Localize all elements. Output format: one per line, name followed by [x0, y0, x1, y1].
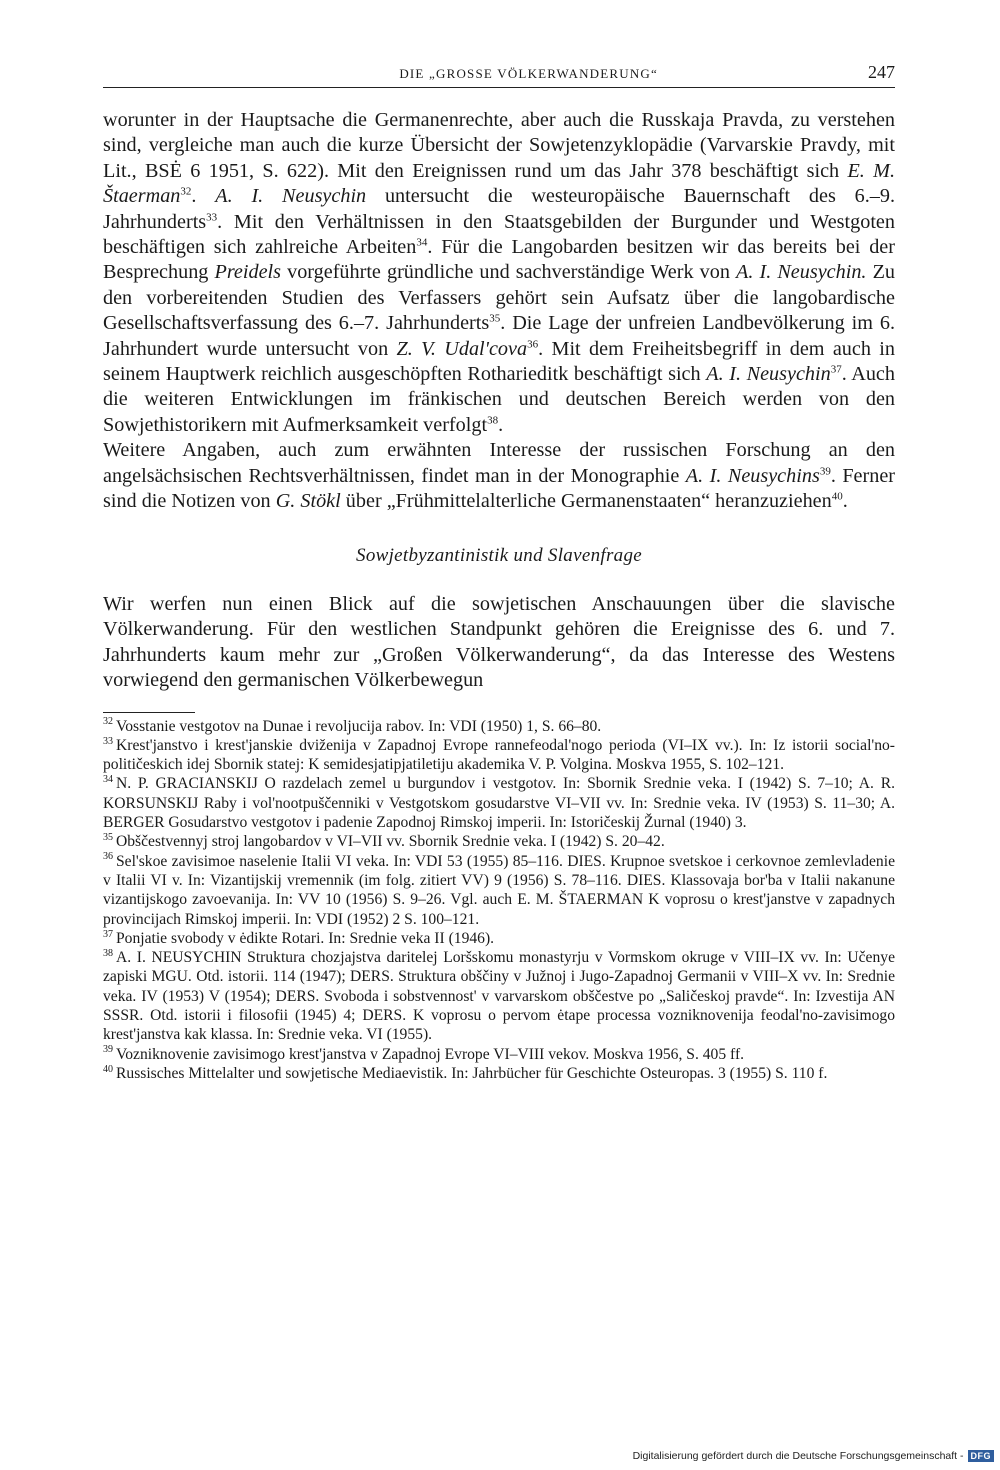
- footnote-ref[interactable]: 34: [416, 236, 428, 249]
- dfg-logo-icon: DFG: [968, 1450, 995, 1462]
- section-title: Sowjetbyzantinistik und Slavenfrage: [356, 544, 642, 566]
- page: [103, 62, 895, 1083]
- footnote-text: Vosstanie vestgotov na Dunae i revoljucija rabov. In: VDI (1950) 1, S. 66–80.: [116, 717, 602, 735]
- text-run: Zu den vorbereitenden Studien des Verfassers gehört sein Aufsatz über die langobardische Gesellschaftsverfassung des 6.–7. Jahrhunderts: [103, 261, 895, 335]
- author-name: A. I. Neusychin.: [736, 261, 867, 284]
- footnote: [103, 1045, 895, 1064]
- footnote-text: Russisches Mittelalter und sowjetische Mediaevistik. In: Jahrbücher für Geschichte Osteuropas. 3 (1955) S. 110 f.: [116, 1064, 828, 1082]
- footnote-ref[interactable]: 33: [206, 210, 218, 223]
- text-run: untersucht die westeuropäische Bauernschaft des 6.–9. Jahrhunderts: [103, 185, 895, 233]
- page-header: [103, 62, 895, 88]
- running-head: DIE „GROSSE VÖLKERWANDERUNG“: [399, 66, 658, 81]
- author-name: A. I. Neusychin: [215, 185, 367, 208]
- paragraph-3: Wir werfen nun einen Blick auf die sowjetischen Anschauungen über die slavische Völkerwanderung. Für den westlichen Standpunkt gehören die Ereignisse des 6. und 7. Jahrhunderts kaum mehr zur „Großen Völkerwanderung“, da das Interesse des Westens vorwiegend den germanischen Völkerbewegun: [103, 592, 895, 692]
- footnote-ref[interactable]: 35: [489, 312, 501, 325]
- text-run: . Mit dem Freiheitsbegriff in dem auch in seinem Hauptwerk reichlich ausgeschöpften Rotharieditk beschäftigt sich: [103, 337, 895, 386]
- author-name: A. I. Neusychins: [685, 464, 820, 487]
- text-run: . Mit den Verhältnissen in den Staatsgebilden der Burgunder und Westgoten beschäftigen sich zahlreiche Arbeiten: [103, 210, 895, 259]
- text-run: Weitere Angaben, auch zum erwähnten Interesse der russischen Forschung an den angelsächsischen Rechtsverhältnissen, findet man in der Monographie: [103, 439, 895, 487]
- dfg-credit: [633, 1450, 994, 1462]
- text-run: . Auch die weiteren Entwicklungen im fränkischen und deutschen Bereich werden von den Sowjethistorikern mit Aufmerksamkeit verfolgt: [103, 363, 895, 436]
- credit-text: Digitalisierung gefördert durch die Deutsche Forschungsgemeinschaft -: [632, 1450, 964, 1462]
- text-run: . Für die Langobarden besitzen wir das bereits bei der Besprechung: [103, 236, 895, 284]
- footnote: [103, 1064, 895, 1083]
- footnote-ref[interactable]: 40: [831, 490, 843, 503]
- page-number: 247: [868, 62, 895, 82]
- footnote-ref[interactable]: 36: [527, 337, 539, 350]
- footnote-text: Krest'janstvo i krest'janskie dviženija v Zapadnoj Evrope rannefeodal'nogo perioda (VI–IX vv.). In: Iz istorii social'no-političeskich idej Sbornik statej: K semidesjatipjatiletiju akademika V. P. Volgina. Moskva 1955, S. 102–121.: [103, 736, 895, 774]
- footnote: [103, 948, 895, 1044]
- footnote-divider: [103, 712, 195, 713]
- footnote-ref[interactable]: 32: [180, 185, 192, 198]
- text-run: über „Frühmittelalterliche Germanenstaaten“ heranzuziehen: [340, 490, 832, 513]
- footnote-text: N. P. GRACIANSKIJ O razdelach zemel u burgundov i vestgotov. In: Sbornik Srednie veka. I (1942) S. 7–10; A. R. KORSUNSKIJ Raby i vol'nootpuščenniki v Vestgotskom gosudarstve VI–VII vv. In: Srednie veka. IV (1953) S. 11–30; A. BERGER Gosudarstvo vestgotov i padenie Zapodnoj Rimskoj imperii. In: Istoričeskij Žurnal (1940) 3.: [103, 775, 895, 832]
- footnote-ref[interactable]: 38: [487, 414, 499, 427]
- footnote-text: A. I. NEUSYCHIN Struktura chozjajstva daritelej Loršskomu monastyrju v Vormskom okruge v VIII–IX vv. In: Učenye zapiski MGU. Otd. istorii. 114 (1947); DERS. Struktura obščiny v Južnoj i Jugo-Zapadnoj Germanii v VIII–X vv. In: Srednie veka. IV (1953) V (1954); DERS. Svoboda i sobstvennost' v varvarskom obščestve po „Saličeskoj pravde“. In: Izvestija AN SSSR. Otd. istorii i filosofii (1945) 4; DERS. K voprosu o pervom ėtape processa vozniknovenija feodal'no-zavisimogo krest'janstva kak klassa. In: Srednie veka. VI (1955).: [103, 949, 895, 1044]
- text-run: . Die Lage der unfreien Landbevölkerung im 6. Jahrhundert wurde untersucht von: [103, 312, 895, 360]
- footnote-text: Vozniknovenie zavisimogo krest'janstva v Zapadnoj Evrope VI–VIII vekov. Moskva 1956, S. 405 ff.: [116, 1045, 745, 1063]
- author-name: A. I. Neusychin: [706, 363, 831, 386]
- footnote-number: 40: [103, 1063, 113, 1075]
- footnote-ref[interactable]: 37: [830, 363, 842, 376]
- footnote-text: Obščestvennyj stroj langobardov v VI–VII vv. Sbornik Srednie veka. I (1942) S. 20–42.: [116, 833, 665, 851]
- footnote-number: 33: [103, 735, 113, 747]
- footnote-text: Ponjatie svobody v ėdikte Rotari. In: Srednie veka II (1946).: [116, 929, 495, 947]
- footnote-number: 36: [103, 851, 113, 863]
- footnote: [103, 832, 895, 851]
- footnotes: [103, 717, 895, 1084]
- footnote: [103, 736, 895, 775]
- footnote-number: 37: [103, 928, 113, 940]
- footnote-number: 34: [103, 774, 113, 786]
- paragraph-2: [103, 438, 895, 514]
- footnote-text: Sel'skoe zavisimoe naselenie Italii VI veka. In: VDI 53 (1955) 85–116. DIES. Krupnoe svetskoe i cerkovnoe zemlevladenie v Italii VI v. In: Vizantijskij vremennik (im folg. zitiert VV) 9 (1956) S. 78–116. DIES. Klassovaja bor'ba v Italii nakanune vizantijskogo zavoevanija. In: VV 10 (1956) S. 9–26. Vgl. auch E. M. ŠTAERMAN K voprosu o krest'janstve v zapadnych provincijach Rimskoj imperii. In: VDI (1952) 2 S. 100–121.: [103, 852, 895, 928]
- text-run: . Ferner sind die Notizen von: [103, 464, 895, 513]
- text-run: .: [191, 185, 216, 208]
- text-run: .: [842, 490, 848, 513]
- footnote-number: 38: [103, 947, 113, 959]
- footnote-number: 35: [103, 832, 113, 844]
- footnote: [103, 774, 895, 832]
- author-name: G. Stökl: [275, 490, 341, 513]
- footnote-ref[interactable]: 39: [819, 464, 831, 477]
- footnote: [103, 852, 895, 929]
- footnote-number: 39: [103, 1044, 113, 1056]
- footnote-number: 32: [103, 716, 113, 728]
- text-run: vorgeführte gründliche und sachverständige Werk von: [281, 261, 737, 284]
- text-run: worunter in der Hauptsache die Germanenrechte, aber auch die Russkaja Pravda, zu verstehen sind, vergleiche man auch die kurze Übersicht der Sowjetenzyklopädie (Varvarskie Pravdy, mit Lit., BSĖ 6 1951, S. 622). Mit den Ereignissen rund um das Jahr 378 beschäftigt sich: [103, 109, 895, 182]
- paragraph-1: [103, 108, 895, 438]
- footnote: [103, 717, 895, 736]
- text-run: .: [498, 413, 504, 436]
- author-name: Z. V. Udal'cova: [396, 337, 528, 360]
- author-name: E. M. Štaerman: [103, 159, 895, 208]
- body-text: [103, 108, 895, 694]
- author-name: Preidels: [214, 261, 282, 284]
- footnote: [103, 929, 895, 948]
